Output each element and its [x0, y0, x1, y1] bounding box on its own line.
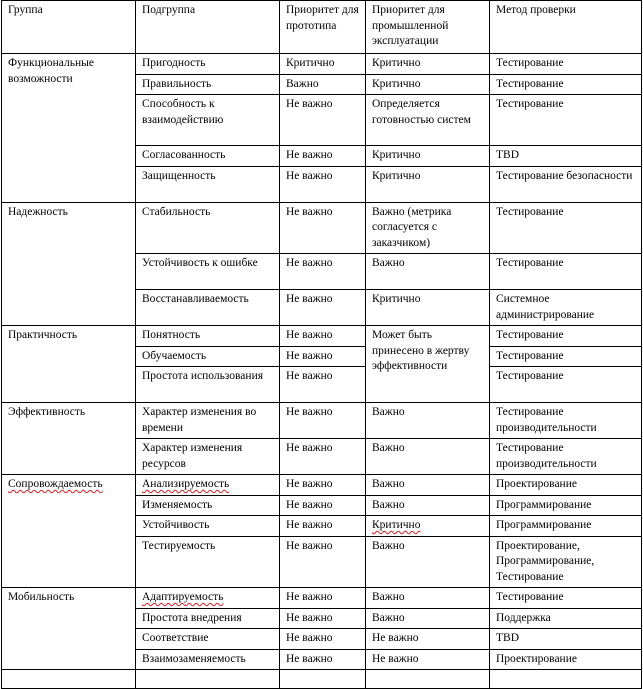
method-cell: Поддержка [490, 608, 642, 629]
proto-priority-cell: Не важно [280, 146, 366, 167]
method-cell: Тестирование производительности [490, 403, 642, 439]
group-cell: Эффективность [2, 403, 136, 475]
proto-priority-cell: Не важно [280, 367, 366, 403]
subgroup-cell: Характер изменения ресурсов [136, 439, 280, 475]
method-cell: Системное администрирование [490, 290, 642, 326]
prod-priority-cell: Важно [366, 254, 490, 290]
header-cell-group: Группа [2, 1, 136, 54]
method-cell: Тестирование [490, 367, 642, 403]
empty-cell [280, 670, 366, 689]
quality-requirements-table [1, 0, 642, 689]
table-row [2, 403, 642, 439]
method-cell: Программирование [490, 495, 642, 516]
group-cell: Функциональные возможности [2, 54, 136, 203]
header-cell-subgroup: Подгруппа [136, 1, 280, 54]
prod-priority-merged-cell: Может быть принесено в жертву эффективности [366, 326, 490, 403]
subgroup-cell [136, 475, 280, 496]
subgroup-cell: Тестируемость [136, 536, 280, 588]
proto-priority-cell: Не важно [280, 439, 366, 475]
method-cell: Тестирование [490, 74, 642, 95]
proto-priority-cell: Не важно [280, 95, 366, 146]
method-cell: Проектирование, Программирование, Тестирование [490, 536, 642, 588]
group-cell [2, 475, 136, 588]
header-cell-prod-priority: Приоритет для промышленной эксплуатации [366, 1, 490, 54]
prod-priority-cell: Важно [366, 608, 490, 629]
prod-priority-cell: Критично [366, 290, 490, 326]
prod-priority-label: Критично [372, 519, 421, 531]
prod-priority-cell: Критично [366, 74, 490, 95]
proto-priority-cell: Не важно [280, 346, 366, 367]
subgroup-cell: Характер изменения во времени [136, 403, 280, 439]
subgroup-cell: Изменяемость [136, 495, 280, 516]
subgroup-cell: Понятность [136, 326, 280, 347]
subgroup-cell [136, 588, 280, 609]
method-cell: Проектирование [490, 649, 642, 670]
subgroup-label: Анализируемость [142, 478, 230, 490]
method-cell: Тестирование безопасности [490, 166, 642, 202]
proto-priority-cell: Не важно [280, 475, 366, 496]
group-label: Сопровождаемость [8, 478, 103, 490]
method-cell: Тестирование [490, 588, 642, 609]
method-cell: Тестирование [490, 326, 642, 347]
subgroup-cell: Стабильность [136, 202, 280, 254]
proto-priority-cell: Критично [280, 54, 366, 75]
prod-priority-cell: Критично [366, 166, 490, 202]
method-cell: Программирование [490, 516, 642, 537]
header-row [2, 1, 642, 54]
proto-priority-cell: Не важно [280, 608, 366, 629]
method-cell: Тестирование [490, 202, 642, 254]
proto-priority-cell: Не важно [280, 495, 366, 516]
method-cell: Проектирование [490, 475, 642, 496]
proto-priority-cell: Не важно [280, 536, 366, 588]
subgroup-cell: Взаимозаменяемость [136, 649, 280, 670]
group-cell: Мобильность [2, 588, 136, 670]
table-row [2, 326, 642, 347]
subgroup-cell: Устойчивость [136, 516, 280, 537]
empty-cell [2, 670, 136, 689]
proto-priority-cell: Не важно [280, 290, 366, 326]
method-cell: TBD [490, 146, 642, 167]
group-cell: Практичность [2, 326, 136, 403]
header-cell-proto-priority: Приоритет для прототипа [280, 1, 366, 54]
prod-priority-cell: Важно (метрика согласуется с заказчиком) [366, 202, 490, 254]
table-row [2, 54, 642, 75]
prod-priority-cell: Не важно [366, 629, 490, 650]
proto-priority-cell: Не важно [280, 649, 366, 670]
prod-priority-cell: Важно [366, 439, 490, 475]
table-row [2, 475, 642, 496]
proto-priority-cell: Не важно [280, 254, 366, 290]
group-cell: Надежность [2, 202, 136, 326]
header-cell-method: Метод проверки [490, 1, 642, 54]
subgroup-cell: Пригодность [136, 54, 280, 75]
proto-priority-cell: Не важно [280, 326, 366, 347]
table-row [2, 588, 642, 609]
prod-priority-cell: Критично [366, 54, 490, 75]
subgroup-cell: Соответствие [136, 629, 280, 650]
empty-cell [490, 670, 642, 689]
document-page [1, 0, 642, 689]
empty-row [2, 670, 642, 689]
empty-cell [366, 670, 490, 689]
proto-priority-cell: Не важно [280, 403, 366, 439]
proto-priority-cell: Не важно [280, 202, 366, 254]
proto-priority-cell: Не важно [280, 629, 366, 650]
subgroup-cell: Простота внедрения [136, 608, 280, 629]
method-cell: Тестирование [490, 54, 642, 75]
method-cell: TBD [490, 629, 642, 650]
prod-priority-cell: Важно [366, 588, 490, 609]
subgroup-cell: Простота использования [136, 367, 280, 403]
subgroup-cell: Обучаемость [136, 346, 280, 367]
prod-priority-cell: Важно [366, 475, 490, 496]
proto-priority-cell: Важно [280, 74, 366, 95]
proto-priority-cell: Не важно [280, 588, 366, 609]
empty-cell [136, 670, 280, 689]
prod-priority-cell: Важно [366, 536, 490, 588]
method-cell: Тестирование [490, 95, 642, 146]
subgroup-cell: Правильность [136, 74, 280, 95]
proto-priority-cell: Не важно [280, 516, 366, 537]
method-cell: Тестирование [490, 346, 642, 367]
method-cell: Тестирование производительности [490, 439, 642, 475]
subgroup-cell: Восстанавливаемость [136, 290, 280, 326]
proto-priority-cell: Не важно [280, 166, 366, 202]
prod-priority-cell: Не важно [366, 649, 490, 670]
prod-priority-cell: Важно [366, 403, 490, 439]
table-row [2, 202, 642, 254]
subgroup-cell: Согласованность [136, 146, 280, 167]
subgroup-cell: Защищенность [136, 166, 280, 202]
subgroup-label: Адаптируемость [142, 591, 224, 603]
subgroup-cell: Устойчивость к ошибке [136, 254, 280, 290]
method-cell: Тестирование [490, 254, 642, 290]
prod-priority-cell: Критично [366, 146, 490, 167]
prod-priority-cell [366, 516, 490, 537]
subgroup-cell: Способность к взаимодействию [136, 95, 280, 146]
prod-priority-cell: Определяется готовностью систем [366, 95, 490, 146]
prod-priority-cell: Важно [366, 495, 490, 516]
